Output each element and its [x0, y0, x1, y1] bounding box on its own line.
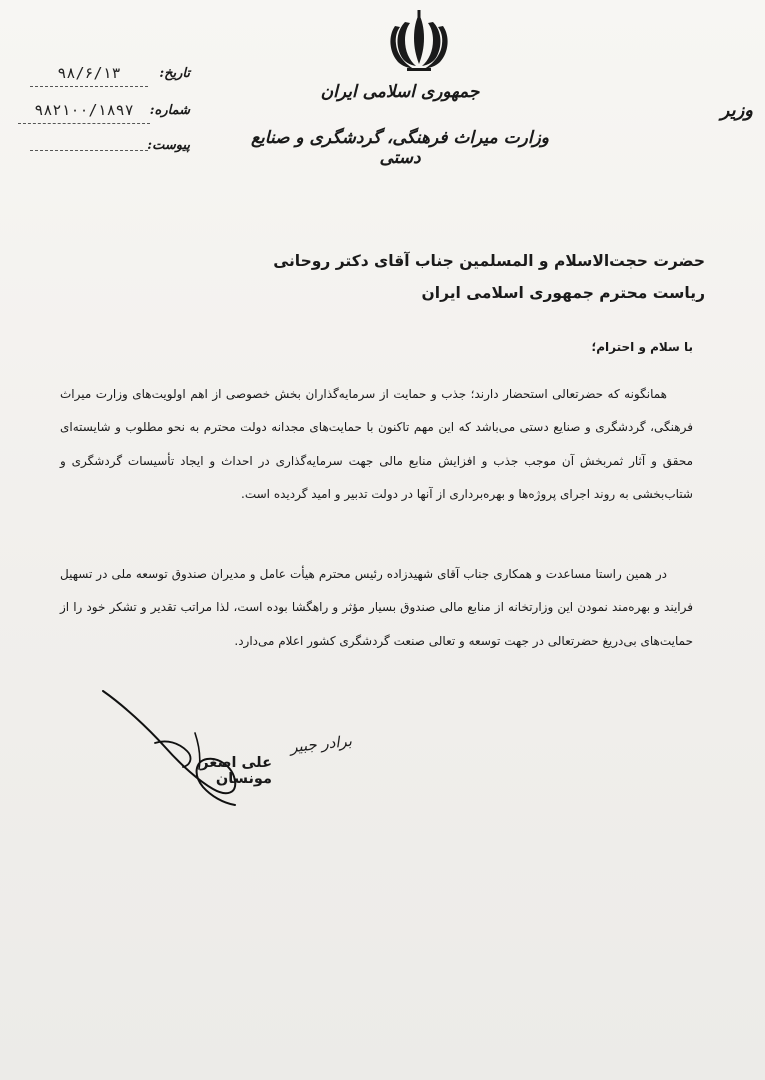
handwritten-margin-note: برادر جبیر	[289, 731, 353, 757]
minister-label: وزیر	[720, 100, 753, 121]
ministry-name: وزارت میراث فرهنگی، گردشگری و صنایع دستی	[250, 128, 550, 168]
handwritten-signature	[95, 685, 255, 810]
date-label: تاریخ:	[159, 66, 190, 81]
date-value: ۹۸/۶/۱۳	[30, 64, 148, 87]
paragraph-1-text: همانگونه که حضرتعالی استحضار دارند؛ جذب و حمایت از سرمایه‌گذاران بخش خصوصی از اهم اولویت‌های وزارت میراث فرهنگی، گردشگری و صنایع دستی می‌باشد که این مهم تاکنون با حمایت‌های مجدانه دولت محترم به نحو مطلوب و شایسته‌ای محقق و آثار ثمربخش آن موجب جذب و افزایش منابع مالی جهت سرمایه‌گذاری در احداث و ایجاد تأسیسات گردشگری و شتاب‌بخشی به روند اجرای پروژه‌ها و بهره‌برداری از آنها در دولت تدبیر و امید گردیده است.	[60, 387, 693, 501]
number-label: شماره:	[149, 103, 190, 118]
attachment-value	[30, 128, 148, 151]
body-paragraph-1	[60, 378, 693, 511]
paragraph-2-text: در همین راستا مساعدت و همکاری جناب آقای شهیدزاده رئیس محترم هیأت عامل و مدیران صندوق توسعه ملی در تسهیل فرایند و بهره‌مند نمودن این وزارتخانه از منابع مالی صندوق بسیار مؤثر و راهگشا بوده است، لذا مراتب تقدیر و تشکر خود را از حمایت‌های بی‌دریغ حضرتعالی در جهت توسعه و تعالی صنعت گردشگری کشور اعلام می‌دارد.	[60, 567, 693, 648]
addressee-line-1: حضرت حجت‌الاسلام و المسلمین جناب آقای دکتر روحانی	[273, 252, 705, 270]
greeting: با سلام و احترام؛	[591, 340, 693, 354]
body-paragraph-2	[60, 558, 693, 658]
signer-name: علی اصغر مونسان	[200, 755, 272, 787]
addressee-line-2: ریاست محترم جمهوری اسلامی ایران	[421, 284, 705, 302]
emblem-of-iran-icon	[383, 10, 455, 72]
attachment-label: پیوست:	[147, 138, 190, 153]
country-name: جمهوری اسلامی ایران	[320, 82, 480, 102]
number-value: ۹۸۲۱۰۰/۱۸۹۷	[18, 101, 150, 124]
